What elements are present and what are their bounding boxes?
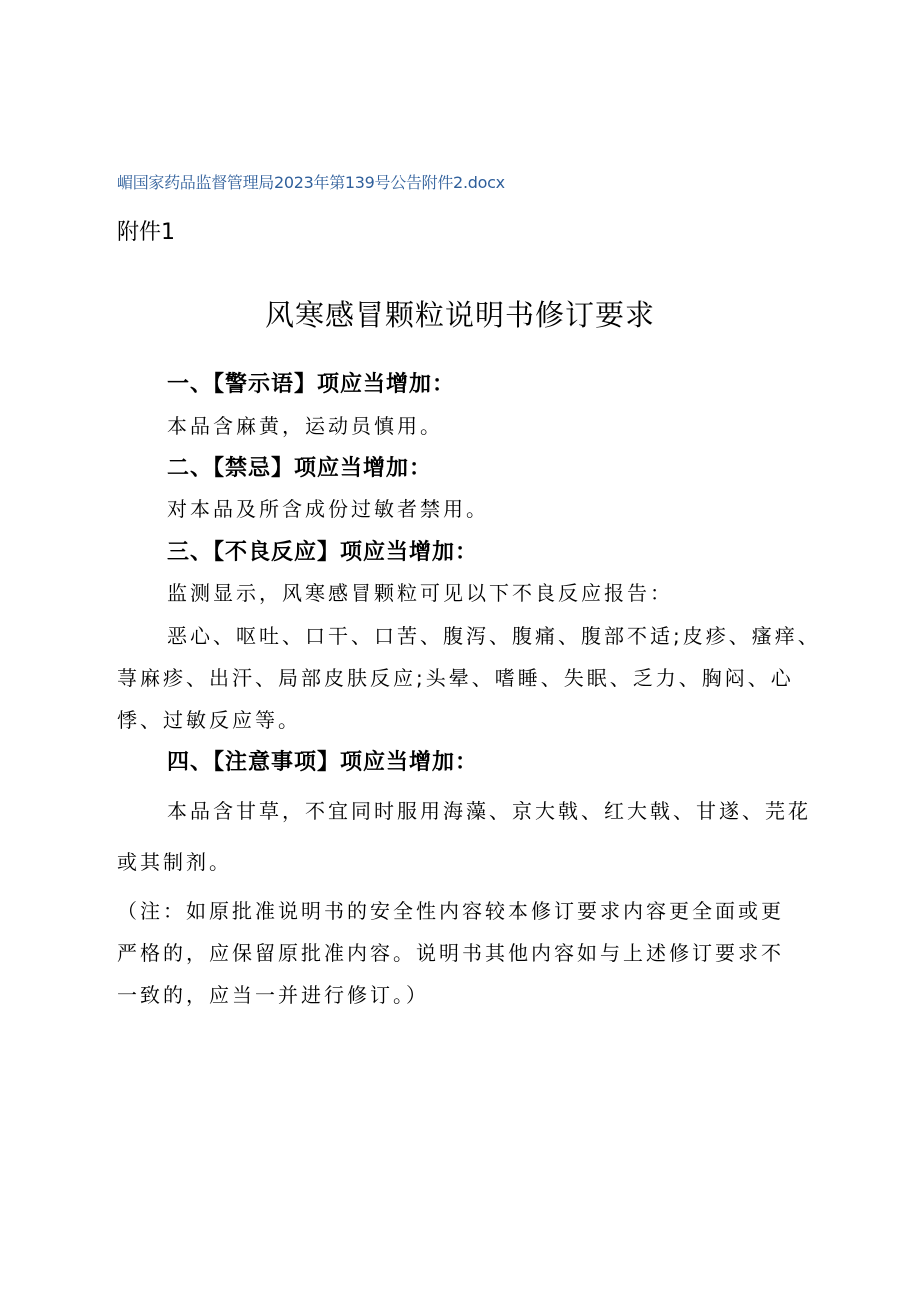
section-heading-precautions: 四、【注意事项】项应当增加： bbox=[167, 750, 479, 775]
section-text: 恶心、呕吐、口干、口苦、腹泻、腹痛、腹部不适;皮疹、瘙痒、 bbox=[167, 624, 821, 648]
note-text: 一致的，应当一并进行修订。） bbox=[117, 983, 429, 1007]
section-text: 或其制剂。 bbox=[117, 850, 232, 874]
document-title: 风寒感冒颗粒说明书修订要求 bbox=[264, 298, 655, 332]
section-heading-adverse-reactions: 三、【不良反应】项应当增加： bbox=[167, 540, 479, 565]
section-text: 对本品及所含成份过敏者禁用。 bbox=[167, 497, 489, 521]
note-text: （注：如原批准说明书的安全性内容较本修订要求内容更全面或更 bbox=[117, 899, 784, 923]
section-text: 监测显示，风寒感冒颗粒可见以下不良反应报告： bbox=[167, 581, 673, 605]
document-link[interactable]: 嵋国家药品监督管理局2023年第139号公告附件2.docx bbox=[117, 173, 505, 192]
section-heading-contraindication: 二、【禁忌】项应当增加： bbox=[167, 456, 433, 481]
note-text: 严格的，应保留原批准内容。说明书其他内容如与上述修订要求不 bbox=[117, 941, 784, 965]
section-heading-warning: 一、【警示语】项应当增加： bbox=[167, 372, 456, 397]
section-text: 本品含麻黄，运动员慎用。 bbox=[167, 414, 443, 438]
section-text: 悸、过敏反应等。 bbox=[117, 708, 301, 732]
section-text: 本品含甘草，不宜同时服用海藻、京大戟、红大戟、甘遂、芫花 bbox=[167, 799, 811, 823]
section-text: 荨麻疹、出汗、局部皮肤反应;头晕、嗜睡、失眠、乏力、胸闷、心 bbox=[117, 666, 794, 690]
attachment-label: 附件1 bbox=[117, 220, 175, 245]
